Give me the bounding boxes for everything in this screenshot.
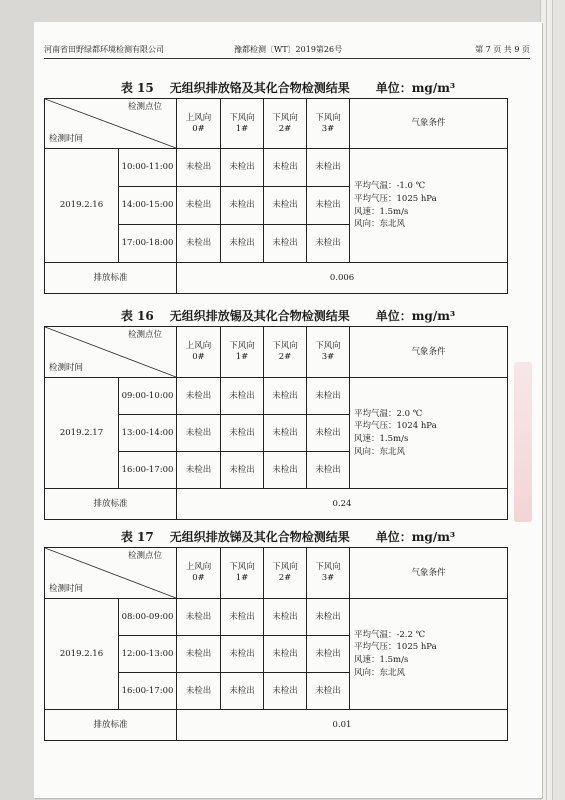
column-header xyxy=(221,99,264,149)
column-header-point: 3# xyxy=(321,352,335,362)
column-header xyxy=(307,548,350,599)
report-page xyxy=(34,22,542,798)
value-cell: 未检出 xyxy=(221,378,264,415)
value-cell: 未检出 xyxy=(177,673,221,710)
table-number: 表 17 xyxy=(120,530,154,544)
results-table xyxy=(44,547,508,741)
value-cell: 未检出 xyxy=(221,673,264,710)
value-cell: 未检出 xyxy=(221,187,264,225)
column-header-direction: 下风向 xyxy=(229,341,255,352)
column-header-point: 1# xyxy=(235,123,249,134)
column-header xyxy=(307,99,350,149)
time-cell: 10:00-11:00 xyxy=(119,149,177,187)
time-cell: 09:00-10:00 xyxy=(119,378,177,415)
column-header xyxy=(264,327,307,378)
column-header-point: 3# xyxy=(321,573,335,583)
point-label: 检测点位 xyxy=(127,102,162,112)
column-header-point: 0# xyxy=(192,573,205,583)
weather-line: 平均气压：1024 hPa xyxy=(354,421,437,432)
value-cell: 未检出 xyxy=(264,673,307,710)
weather-cell xyxy=(350,599,508,710)
weather-line: 风向：东北风 xyxy=(354,446,406,457)
value-cell: 未检出 xyxy=(307,636,350,673)
value-cell: 未检出 xyxy=(177,599,221,636)
standard-row xyxy=(45,263,508,294)
standard-row xyxy=(45,710,508,741)
column-header-direction: 下风向 xyxy=(272,112,298,123)
column-header-direction: 下风向 xyxy=(315,112,341,123)
corner-header xyxy=(45,99,177,149)
time-cell: 12:00-13:00 xyxy=(119,636,177,673)
column-header-direction: 下风向 xyxy=(315,562,341,573)
value-cell: 未检出 xyxy=(221,599,264,636)
date-cell: 2019.2.16 xyxy=(45,149,119,263)
table-title: 无组织排放锡及其化合物检测结果 xyxy=(169,309,350,323)
weather-header: 气象条件 xyxy=(350,327,508,378)
column-header-direction: 下风向 xyxy=(229,562,255,573)
time-cell: 08:00-09:00 xyxy=(119,599,177,636)
standard-label: 排放标准 xyxy=(45,710,177,741)
weather-header: 气象条件 xyxy=(350,99,508,149)
weather-line: 平均气温：-2.2 ℃ xyxy=(354,629,426,640)
time-label: 检测时间 xyxy=(49,584,84,595)
weather-cell xyxy=(350,378,508,489)
time-label: 检测时间 xyxy=(49,134,84,145)
value-cell: 未检出 xyxy=(221,452,264,489)
corner-header xyxy=(45,548,177,599)
table-unit: 单位：mg/m³ xyxy=(375,309,456,323)
weather-line: 风向：东北风 xyxy=(354,667,406,678)
table-caption xyxy=(34,528,542,545)
value-cell: 未检出 xyxy=(221,149,264,187)
weather-header: 气象条件 xyxy=(350,548,508,599)
value-cell: 未检出 xyxy=(307,673,350,710)
value-cell: 未检出 xyxy=(264,187,307,225)
company-name: 河南省田野绿都环境检测有限公司 xyxy=(44,45,164,54)
column-header-direction: 上风向 xyxy=(185,341,212,352)
seal-stamp xyxy=(514,362,532,522)
standard-row xyxy=(45,489,508,520)
column-header-direction: 下风向 xyxy=(272,341,298,352)
value-cell: 未检出 xyxy=(177,149,221,187)
weather-line: 平均气温：2.0 ℃ xyxy=(354,408,423,419)
value-cell: 未检出 xyxy=(177,187,221,225)
value-cell: 未检出 xyxy=(177,225,221,263)
column-header xyxy=(177,99,221,149)
column-header xyxy=(264,99,307,149)
date-cell: 2019.2.17 xyxy=(45,378,119,489)
results-table xyxy=(44,98,508,294)
value-cell: 未检出 xyxy=(264,636,307,673)
value-cell: 未检出 xyxy=(307,149,350,187)
value-cell: 未检出 xyxy=(177,415,221,452)
column-header xyxy=(177,548,221,599)
point-label: 检测点位 xyxy=(127,551,162,561)
value-cell: 未检出 xyxy=(177,636,221,673)
point-label: 检测点位 xyxy=(127,330,162,340)
weather-line: 风向：东北风 xyxy=(354,219,406,230)
value-cell: 未检出 xyxy=(264,149,307,187)
column-header xyxy=(307,327,350,378)
weather-line: 平均气温：-1.0 ℃ xyxy=(354,181,426,191)
value-cell: 未检出 xyxy=(221,415,264,452)
value-cell: 未检出 xyxy=(221,636,264,673)
time-cell: 16:00-17:00 xyxy=(119,452,177,489)
standard-value: 0.01 xyxy=(177,710,508,741)
weather-cell xyxy=(350,149,508,263)
table-row xyxy=(45,149,508,187)
column-header-point: 2# xyxy=(278,123,292,134)
column-header-direction: 上风向 xyxy=(185,562,212,573)
column-header-direction: 下风向 xyxy=(229,112,255,123)
standard-value: 0.006 xyxy=(177,263,508,294)
value-cell: 未检出 xyxy=(177,452,221,489)
table-number: 表 16 xyxy=(120,309,154,323)
standard-label: 排放标准 xyxy=(45,263,177,294)
standard-label: 排放标准 xyxy=(45,489,177,520)
report-number: 豫都检测〔WT〕2019第26号 xyxy=(234,45,343,54)
value-cell: 未检出 xyxy=(307,452,350,489)
column-header-direction: 下风向 xyxy=(272,562,298,573)
table-title: 无组织排放铬及其化合物检测结果 xyxy=(169,81,350,95)
column-header-point: 2# xyxy=(278,573,292,583)
page-header xyxy=(44,44,530,59)
time-label: 检测时间 xyxy=(49,363,84,374)
weather-line: 平均气压：1025 hPa xyxy=(354,642,437,653)
column-header xyxy=(177,327,221,378)
page-number: 第 7 页 共 9 页 xyxy=(475,45,530,54)
table-row xyxy=(45,599,508,636)
column-header xyxy=(264,548,307,599)
value-cell: 未检出 xyxy=(264,452,307,489)
value-cell: 未检出 xyxy=(307,378,350,415)
value-cell: 未检出 xyxy=(307,187,350,225)
time-cell: 14:00-15:00 xyxy=(119,187,177,225)
column-header-point: 1# xyxy=(235,352,249,362)
value-cell: 未检出 xyxy=(221,225,264,263)
table-number: 表 15 xyxy=(120,81,154,95)
table-unit: 单位：mg/m³ xyxy=(375,530,456,544)
table-caption xyxy=(34,79,542,96)
time-cell: 16:00-17:00 xyxy=(119,673,177,710)
weather-line: 风速：1.5m/s xyxy=(354,655,409,665)
column-header-point: 0# xyxy=(192,352,205,362)
column-header-point: 2# xyxy=(278,352,292,362)
value-cell: 未检出 xyxy=(264,378,307,415)
column-header-point: 1# xyxy=(235,573,249,583)
value-cell: 未检出 xyxy=(177,378,221,415)
date-cell: 2019.2.16 xyxy=(45,599,119,710)
value-cell: 未检出 xyxy=(264,225,307,263)
weather-line: 平均气压：1025 hPa xyxy=(354,193,437,204)
value-cell: 未检出 xyxy=(307,415,350,452)
results-table xyxy=(44,326,508,520)
table-title: 无组织排放锑及其化合物检测结果 xyxy=(169,530,350,544)
standard-value: 0.24 xyxy=(177,489,508,520)
column-header xyxy=(221,548,264,599)
table-caption xyxy=(34,307,542,324)
column-header-point: 3# xyxy=(321,123,335,134)
column-header xyxy=(221,327,264,378)
weather-line: 风速：1.5m/s xyxy=(354,434,409,444)
table-unit: 单位：mg/m³ xyxy=(375,81,456,95)
value-cell: 未检出 xyxy=(264,415,307,452)
column-header-direction: 上风向 xyxy=(185,112,212,123)
corner-header xyxy=(45,327,177,378)
value-cell: 未检出 xyxy=(307,225,350,263)
time-cell: 17:00-18:00 xyxy=(119,225,177,263)
value-cell: 未检出 xyxy=(264,599,307,636)
value-cell: 未检出 xyxy=(307,599,350,636)
time-cell: 13:00-14:00 xyxy=(119,415,177,452)
page-edge xyxy=(552,0,565,800)
column-header-direction: 下风向 xyxy=(315,341,341,352)
table-row xyxy=(45,378,508,415)
column-header-point: 0# xyxy=(192,123,205,134)
weather-line: 风速：1.5m/s xyxy=(354,206,409,217)
